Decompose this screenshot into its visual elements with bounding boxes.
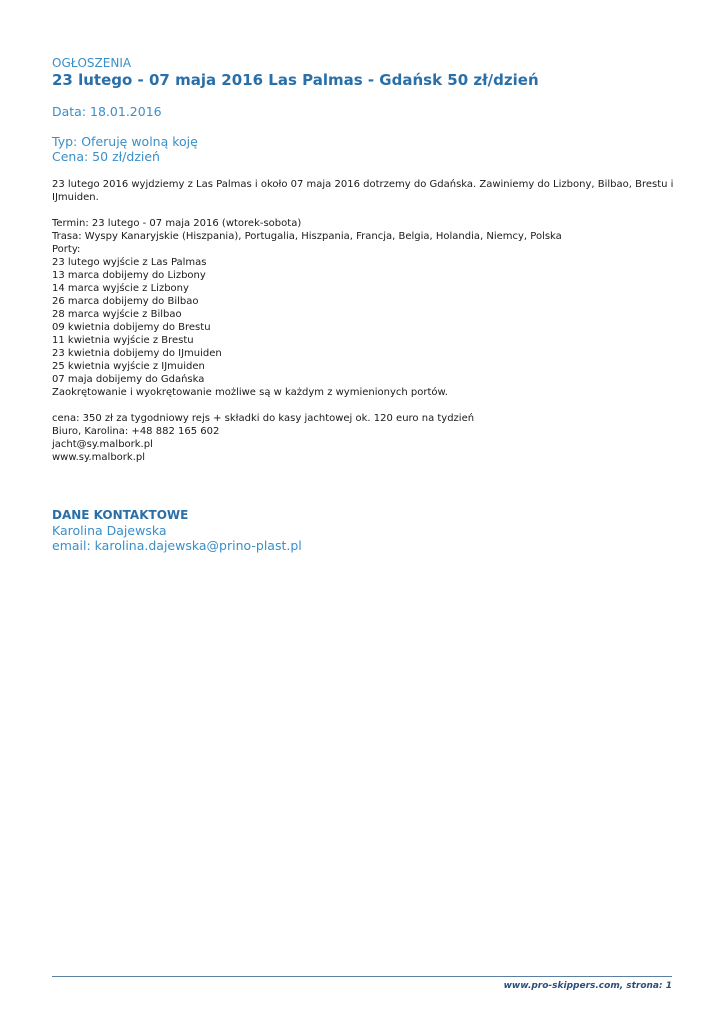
port-line: 14 marca wyjście z Lizbony <box>52 283 189 294</box>
port-line: 09 kwietnia dobijemy do Brestu <box>52 322 211 333</box>
port-line: 13 marca dobijemy do Lizbony <box>52 270 206 281</box>
port-line: 25 kwietnia wyjście z IJmuiden <box>52 361 205 372</box>
listing-price: Cena: 50 zł/dzień <box>52 149 160 164</box>
contact-section-header: DANE KONTAKTOWE <box>52 508 189 522</box>
embarkation-note: Zaokrętowanie i wyokrętowanie możliwe są w każdym z wymienionych portów. <box>52 387 448 398</box>
listing-page <box>52 56 677 553</box>
port-line: 23 lutego wyjście z Las Palmas <box>52 257 207 268</box>
intro-paragraph <box>52 178 677 204</box>
port-line: 23 kwietnia dobijemy do IJmuiden <box>52 348 222 359</box>
office-email[interactable]: jacht@sy.malbork.pl <box>52 439 153 450</box>
detail-line-term: Termin: 23 lutego - 07 maja 2016 (wtorek-sobota) <box>52 218 302 229</box>
intro-line: 23 lutego 2016 wyjdziemy z Las Palmas i około 07 maja 2016 dotrzemy do Gdańska. Zawiniemy do Lizbony, Bilbao, Brestu i <box>52 179 674 190</box>
port-line: 28 marca wyjście z Bilbao <box>52 309 182 320</box>
category-label: OGŁOSZENIA <box>52 56 132 70</box>
listing-meta <box>52 134 677 164</box>
listing-type: Typ: Oferuję wolną koję <box>52 134 198 149</box>
port-line: 11 kwietnia wyjście z Brestu <box>52 335 194 346</box>
footer-divider <box>52 976 672 977</box>
port-line: 26 marca dobijemy do Bilbao <box>52 296 199 307</box>
detail-line-route: Trasa: Wyspy Kanaryjskie (Hiszpania), Portugalia, Hiszpania, Francja, Belgia, Holandia, Niemcy, Polska <box>52 231 562 242</box>
listing-date: Data: 18.01.2016 <box>52 104 162 119</box>
office-website[interactable]: www.sy.malbork.pl <box>52 452 145 463</box>
pricing-contact-block <box>52 412 677 464</box>
office-phone: Biuro, Karolina: +48 882 165 602 <box>52 426 220 437</box>
port-line: 07 maja dobijemy do Gdańska <box>52 374 205 385</box>
intro-line: IJmuiden. <box>52 192 99 203</box>
footer-page-info: www.pro-skippers.com, strona: 1 <box>503 981 672 991</box>
contact-email[interactable]: email: karolina.dajewska@prino-plast.pl <box>52 538 302 553</box>
detail-line-ports-label: Porty: <box>52 244 81 255</box>
contact-name: Karolina Dajewska <box>52 523 167 538</box>
voyage-details <box>52 217 677 399</box>
listing-title: 23 lutego - 07 maja 2016 Las Palmas - Gdańsk 50 zł/dzień <box>52 71 539 89</box>
pricing-line: cena: 350 zł za tygodniowy rejs + składki do kasy jachtowej ok. 120 euro na tydzień <box>52 413 475 424</box>
